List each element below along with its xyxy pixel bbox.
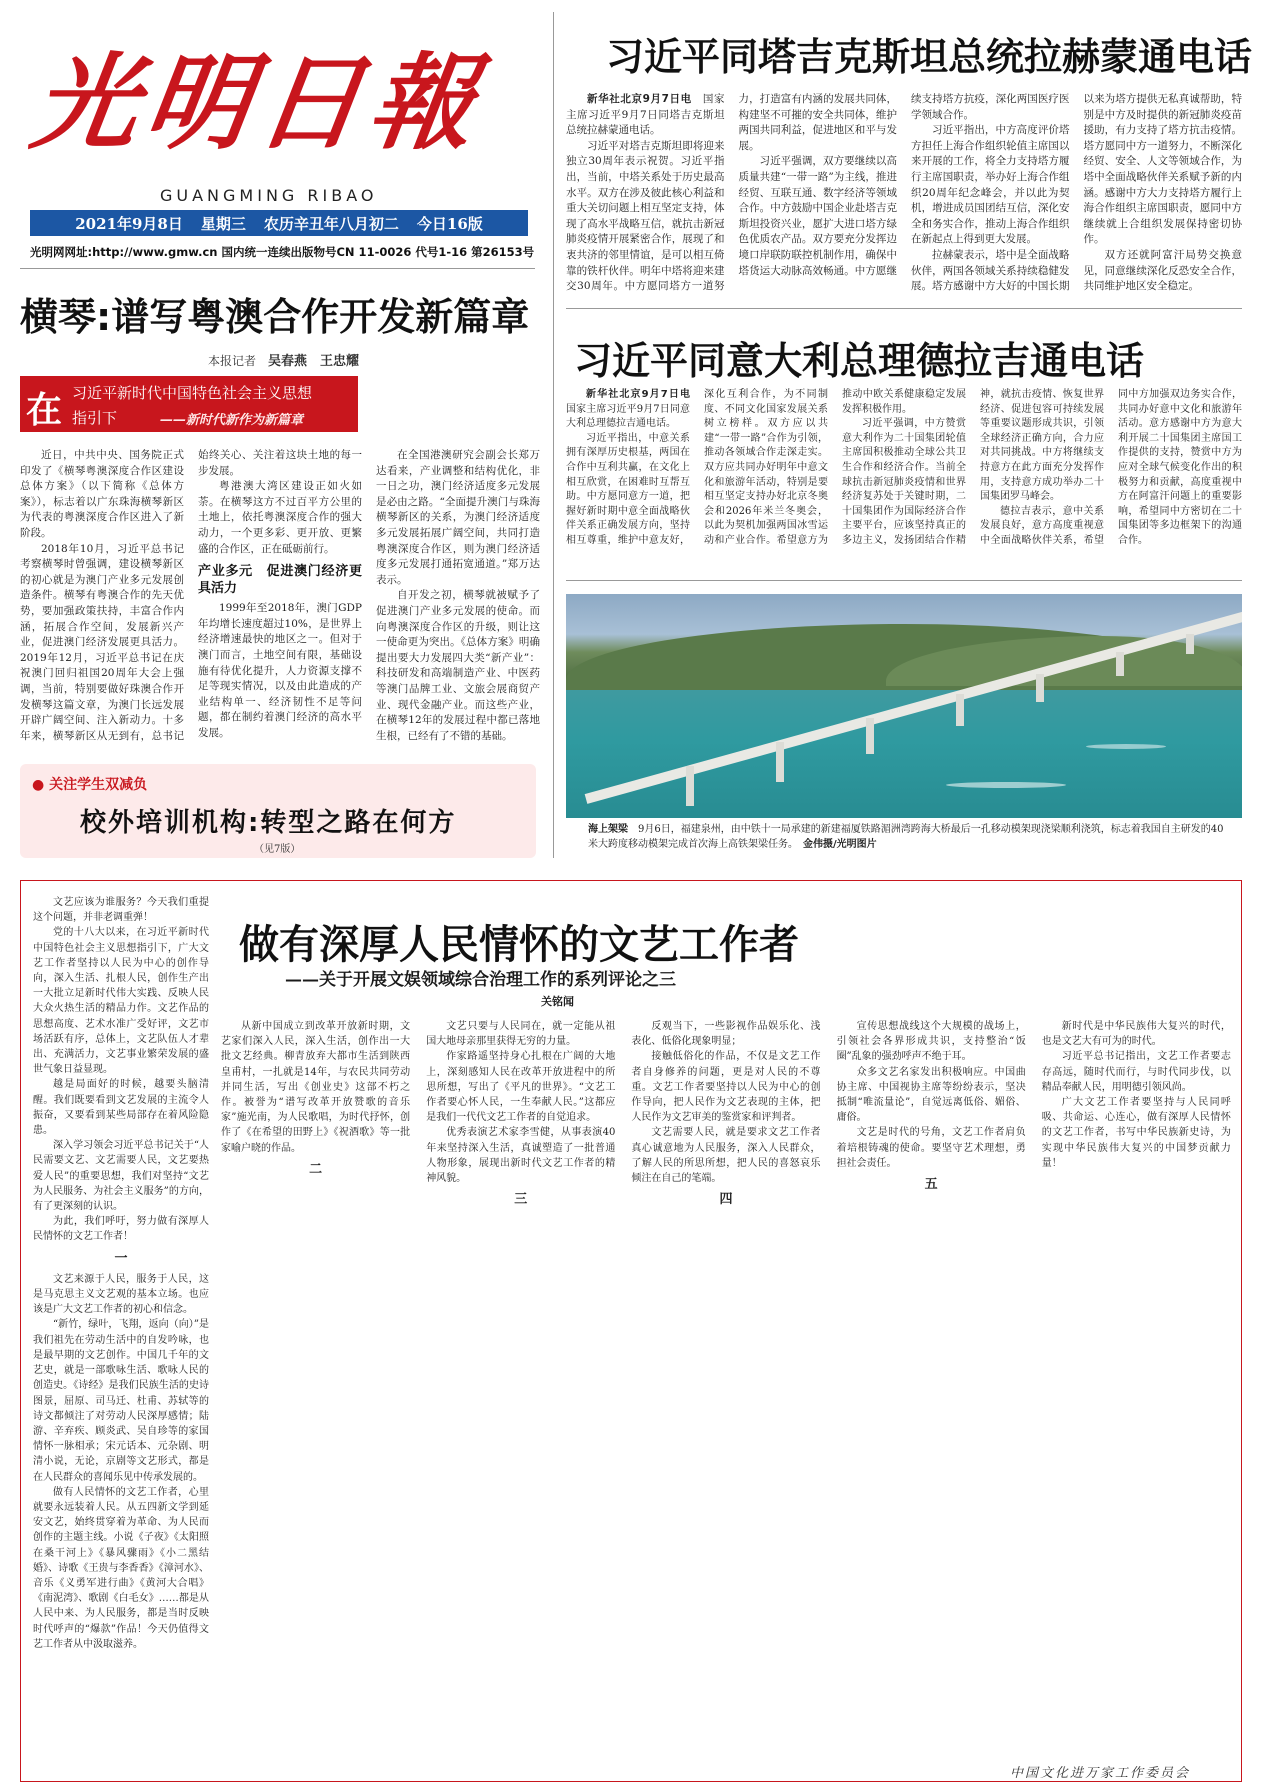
date-text: 2021年9月8日 [75, 214, 183, 233]
commentary-para: 习近平总书记指出，文艺工作者要志存高远，随时代而行，与时代同步伐，以精品奉献人民，用明德引领风尚。 [1041, 1051, 1231, 1093]
water-wake [1086, 744, 1166, 749]
masthead-pinyin: GUANGMING RIBAO [160, 186, 378, 205]
story-tajik-body [566, 92, 1242, 302]
commentary-para: 宣传思想战线这个大规模的战场上，引领社会各界形成共识，支持整治“饭圈”乱象的强劲呼声不绝于耳。 [836, 1021, 1026, 1063]
education-box-kicker [32, 774, 147, 794]
series-banner-char: 在 [26, 390, 63, 431]
commentary-para: 作家路遥坚持身心扎根在广阔的大地上，深刻感知人民在改革开放进程中的所思所想，写出了《平凡的世界》。“文艺工作者要心怀人民，一生奉献人民。”这都应是我们一代代文艺工作者的自觉追求。 [426, 1051, 616, 1124]
education-box-kicker-text: 关注学生双减负 [49, 777, 148, 793]
series-banner [20, 376, 358, 432]
story-italy-para: 习近平指出，中意关系拥有深厚历史根基，两国在合作中互利共赢，在文化上相互欣赏，在困难时互帮互助。中方愿同意方一道，把握好新时期中意全面战略伙伴关系正确发展方向，坚持相互尊重，维护中意友好，深化互利合作，为不同制度、不同文化国家发展关系树立榜样。双方应以共建“一带一路”合作为引领，推动各领域合作走深走实。双方应共同办好明年中意文化和旅游年活动，特别是要相互坚定支持办好北京冬奥会和2026年米兰冬奥会，以此为契机加强两国冰雪运动和产业合作。希望意方为推动中欧关系健康稳定发展发挥积极作用。 [566, 389, 966, 546]
story-italy-para: 国家主席习近平9月7日同意大利总理德拉吉通电话。 [566, 403, 690, 430]
story-tajik-para: 国家主席习近平9月7日同塔吉克斯坦总统拉赫蒙通电话。 [566, 93, 725, 137]
commentary-para: 从新中国成立到改革开放新时期，文艺家们深入人民，深入生活，创作出一大批文艺经典。柳青放弃大都市生活到陕西皇甫村，一扎就是14年，与农民共同劳动并同生活，写出《创业史》这部不朽之作。被誉为“谱写改革开放赞歌的音乐家”施光南，为人民歌唱，为时代抒怀，创作了《在希望的田野上》《祝酒歌》等一批家喻户晓的作品。 [221, 1021, 411, 1154]
series-banner-slogan: ——新时代新作为新篇章 [160, 413, 304, 428]
series-banner-line2: 指引下 [72, 409, 118, 427]
story-hengqin-byline [208, 350, 359, 369]
story-italy-para: 习近平强调，中方赞赏意大利作为二十国集团轮值主席国积极推动全球公共卫生合作和经济合作。当前全球抗击新冠肺炎疫情和世界经济复苏处于关键时期，二十国集团作为国际经济合作主要平台，应该坚持真正的多边主义，发扬团结合作精神，就抗击疫情、恢复世界经济、促进包容可持续发展等重要议题形成共识，引领全球经济正确方向，合力应对共同挑战。中方将继续支持意方在此方面充分发挥作用，支持意方成功举办二十国集团罗马峰会。 [842, 389, 1104, 546]
story-italy-para: 德拉吉表示，意中关系发展良好，意方高度重视意中全面战略伙伴关系，希望同中方加强双边务实合作，共同办好意中文化和旅游年活动。意方感谢中方为意大利开展二十国集团主席国工作提供的支持，赞赏中方为应对全球气候变化作出的积极努力和贡献，高度重视中方在阿富汗问题上的重要影响，希望同中方密切在二十国集团等多边框架下的沟通合作。 [980, 389, 1242, 546]
byline-names: 吴春燕 王忠耀 [268, 354, 360, 369]
story-hengqin-para: 粤港澳大湾区建设正如火如荼。在横琴这方不过百平方公里的土地上，依托粤澳深度合作的强大动力，一个更多彩、更开放、更繁盛的合作区，正在砥砺前行。 [198, 480, 362, 555]
commentary-author: 关铭闻 [541, 995, 574, 1008]
rule-italy-bottom [566, 580, 1242, 581]
commentary-para: 文艺是时代的号角，文艺工作者肩负着培根铸魂的使命。要坚守艺术理想，勇担社会责任。 [836, 1127, 1026, 1169]
commentary-para: “新竹，绿叶，飞翔，返向（向）”是我们祖先在劳动生活中的自发吟咏，也是最早期的文艺创作。中国几千年的文艺史，就是一部歌咏生活、歌咏人民的创造史。《诗经》是我们民族生活的史诗图景，屈原、司马迁、杜甫、苏轼等的诗文都倾注了对劳动人民深厚感情；陆游、辛弃疾、顾炎武、吴自珍等的家国情怀一脉相承；宋元话本、元杂剧、明清小说，无论，京剧等文艺形式，都是在人民群众的喜闻乐见中传承发展的。 [33, 1319, 209, 1483]
story-hengqin-headline: 横琴:谱写粤澳合作开发新篇章 [20, 295, 530, 339]
story-tajik-para: 习近平对塔吉克斯坦即将迎来独立30周年表示祝贺。习近平指出，当前，中塔关系处于历史最高水平。双方在涉及彼此核心利益和重大关切问题上相互坚定支持，体现了高水平战略互信，就抗击新冠肺炎疫情开展紧密合作，展现了和衷共济的邻里情谊，是可以相互倚靠的铁杆伙伴。明年中塔将迎来建交30周年。中方愿同塔方一道努力，打造富有内涵的发展共同体，构建坚不可摧的安全共同体，维护两国共同利益，促进地区和平与发展。 [566, 93, 897, 293]
commentary-section-number: 一 [114, 1250, 128, 1266]
story-hengqin-para: 近日，中共中央、国务院正式印发了《横琴粤澳深度合作区建设总体方案》（以下简称《总体方案》），标志着以广东珠海横琴新区为代表的粤澳深度合作区进入了新阶段。 [20, 449, 184, 539]
commentary-para: 广大文艺工作者要坚持与人民同呼吸、共命运、心连心，做有深厚人民情怀的文艺工作者，书写中华民族新史诗，为实现中华民族伟大复兴的中国梦贡献力量！ [1041, 1097, 1231, 1169]
story-italy-dateline: 新华社北京9月7日电 [586, 389, 690, 400]
bridge-pier [686, 766, 694, 806]
commentary-para: 文艺来源于人民，服务于人民，这是马克思主义文艺观的基本立场。也应该是广大文艺工作者的初心和信念。 [33, 1273, 209, 1316]
masthead [20, 10, 535, 260]
bullet-dot-icon: ● [32, 777, 45, 793]
commentary-section-number: 五 [924, 1177, 938, 1193]
photo-caption [588, 822, 1228, 858]
commentary-para: 反观当下，一些影视作品娱乐化、浅表化、低俗化现象明显； [631, 1021, 821, 1048]
education-box-ref: （见7版） [254, 844, 301, 855]
story-hengqin-subhead: 产业多元 促进澳门经济更具活力 [198, 564, 362, 597]
commentary-headline: 做有深厚人民情怀的文艺工作者 [239, 922, 799, 968]
footer-watermark: 中国文化进万家工作委员会 [1010, 1766, 1191, 1781]
commentary-para: 文艺需要人民，就是要求文艺工作者真心诚意地为人民服务，深入人民群众，了解人民的所思所想，把人民的喜怒哀乐倾注在自己的笔端。 [631, 1127, 821, 1185]
bridge-pier [1036, 674, 1044, 702]
commentary-para: 优秀表演艺术家李雪健，从事表演40年来坚持深入生活，真诚塑造了一批普通人物形象，展现出新时代文艺工作者的精神风貌。 [426, 1127, 616, 1185]
commentary-section-number: 四 [719, 1192, 733, 1208]
commentary-para: 文艺只要与人民同在，就一定能从祖国大地母亲那里获得无穷的力量。 [426, 1021, 616, 1048]
bridge-pier [1116, 652, 1124, 676]
series-banner-line1: 习近平新时代中国特色社会主义思想 [72, 384, 313, 402]
rule-tajik-bottom [566, 308, 1242, 309]
commentary-para: 文艺应该为谁服务？今天我们重提这个问题，并非老调重弹！ [33, 897, 209, 924]
weekday-text: 星期三 [200, 214, 246, 233]
page-count-text: 今日16版 [416, 214, 483, 233]
commentary-para: 越是局面好的时候，越要头脑清醒。我们既要看到文艺发展的主流令人振奋，又要看到某些局部存在着风险隐患。 [33, 1079, 209, 1137]
commentary-para: 为此，我们呼吁，努力做有深厚人民情怀的文艺工作者！ [33, 1216, 209, 1243]
commentary-section-number: 二 [309, 1161, 323, 1177]
masthead-info: 光明网网址:http://www.gmw.cn 国内统一连续出版物号CN 11-0026 代号1-16 第26153号 [30, 245, 535, 259]
commentary-para: 众多文艺名家发出积极响应。中国曲协主席、中国视协主席等纷纷表示，坚决抵制“唯流量论”，自觉远离低俗、媚俗、庸俗。 [836, 1066, 1026, 1124]
commentary-box [20, 880, 1242, 1782]
commentary-para: 新时代是中华民族伟大复兴的时代，也是文艺大有可为的时代。 [1041, 1021, 1231, 1048]
story-italy-body [566, 388, 1242, 574]
photo-caption-text: 9月6日，福建泉州，由中铁十一局承建的新建福厦铁路湄洲湾跨海大桥最后一孔移动模架现浇梁顺利浇筑，标志着我国自主研发的40米大跨度移动模架完成首次海上高铁架梁任务。 [588, 824, 1224, 850]
water-wake [946, 782, 1066, 788]
story-tajik-para: 习近平强调，双方要继续以高质量共建“一带一路”为主线，推进经贸、互联互通、数字经济等领域合作。中方鼓励中国企业赴塔吉克斯坦投资兴业，愿扩大进口塔方绿色优质农产品。双方要充分发挥边境口岸联防联控机制作用，确保中塔货运大动脉高效畅通。中方愿继续支持塔方抗疫，深化两国医疗医学领域合作。 [738, 93, 1070, 277]
masthead-logo: 光明日報 [25, 41, 491, 164]
story-hengqin [20, 280, 540, 750]
story-tajik-para: 双方还就阿富汗局势交换意见，同意继续深化反恐安全合作，共同维护地区安全稳定。 [1083, 248, 1242, 293]
story-tajik [566, 14, 1253, 304]
story-tajik-para: 习近平指出，中方高度评价塔方担任上海合作组织轮值主席国以来开展的工作，将全力支持塔方履行主席国职责，举办好上海合作组织20周年纪念峰会，并以此为契机，增进成员国团结互信，深化安全和务实合作，推动上海合作组织在新起点上得到更大发展。 [911, 124, 1070, 246]
education-box[interactable] [20, 764, 536, 858]
photo-credit: 金伟摄/光明图片 [803, 839, 877, 850]
education-box-headline: 校外培训机构:转型之路在何方 [80, 808, 457, 838]
story-hengqin-para: 自开发之初，横琴就被赋予了促进澳门产业多元发展的使命。而向粤澳深度合作区的升级，则让这一使命更为突出。《总体方案》明确提出要大力发展四大类“新产业”：科技研发和高端制造产业、中医药等澳门品牌工业、文旅会展商贸产业、现代金融产业。而这些产业，在横琴12年的发展过程中都已落地生根，已经有了不错的基础。 [376, 589, 540, 742]
bridge-pier [1186, 634, 1194, 654]
byline-label: 本报记者 [208, 354, 257, 368]
story-hengqin-para: 在全国港澳研究会副会长郑万达看来，产业调整和结构优化，非一日之功，澳门经济适度多元发展是必由之路。“全面提升澳门与珠海横琴新区的关系，为澳门经济适度多元发展拓展广阔空间，共同打造粤澳深度合作区，则为澳门经济适度多元发展打通拓宽通道。”郑万达表示。 [376, 449, 540, 586]
commentary-para: 党的十八大以来，在习近平新时代中国特色社会主义思想指引下，广大文艺工作者坚持以人民为中心的创作导向，深入生活、扎根人民，创作生产出一大批立足新时代伟大实践、反映人民大众火热生活的精品力作。文艺作品的思想高度、艺术水准广受好评，文艺市场活跃有序，总体上，文艺队伍人才辈出、充满活力，文艺事业繁荣发展的盛世气象日益显现。 [33, 927, 209, 1076]
rule-masthead-bottom [20, 268, 535, 269]
story-italy-headline: 习近平同意大利总理德拉吉通电话 [574, 339, 1145, 383]
bridge-pier [866, 718, 874, 754]
story-hengqin-body [20, 448, 540, 750]
rule-vertical-top [553, 12, 554, 858]
commentary-para: 接触低俗化的作品，不仅是文艺工作者自身修养的问题，更是对人民的不尊重。文艺工作者要坚持以人民为中心的创作导向，把人民作为文艺表现的主体，把人民作为文艺审美的鉴赏家和评判者。 [631, 1051, 821, 1124]
commentary-intro [33, 895, 209, 1775]
bridge-pier [776, 742, 784, 782]
photo-caption-label: 海上架梁 [588, 824, 628, 835]
bridge-pier [956, 694, 964, 726]
story-hengqin-para: 1999年至2018年，澳门GDP年均增长速度超过10%，是世界上经济增速最快的地区之一。但对于澳门而言，土地空间有限，基础设施有待优化提升，人力资源支撑不足等现实情况，以及由此造成的产业结构单一、经济韧性不足等问题，都在制约着澳门经济的高水平发展。 [198, 602, 362, 739]
commentary-subtitle: ——关于开展文娱领域综合治理工作的系列评论之三 [285, 970, 676, 990]
story-tajik-headline: 习近平同塔吉克斯坦总统拉赫蒙通电话 [606, 35, 1253, 79]
bridge-photo [566, 594, 1242, 818]
lunar-date-text: 农历辛丑年八月初二 [263, 214, 399, 233]
commentary-body [221, 1019, 1231, 1775]
story-italy [566, 316, 1242, 576]
commentary-section-number: 三 [514, 1192, 528, 1208]
commentary-para: 深入学习领会习近平总书记关于“人民需要文艺、文艺需要人民，文艺要热爱人民”的重要思想，我们对坚持“文艺为人民服务、为社会主义服务”的方向，有了更深刻的认识。 [33, 1140, 209, 1213]
story-hengqin-para: 2018年10月，习近平总书记考察横琴时曾强调，建设横琴新区的初心就是为澳门产业多元发展创造条件。横琴有粤澳合作的先天优势，要加强政策扶持，丰富合作内涵，拓展合作空间，发展新兴产业，促进澳门经济发展更具活力。2019年12月，习近平总书记在庆祝澳门回归祖国20周年大会上强调，当前，特别要做好珠澳合作开发横琴这篇文章，为澳门长远发展开辟广阔空间、注入新动力。十多年来，横琴新区从无到有，总书记始终关心、关注着这块土地的每一步发展。 [20, 449, 362, 742]
commentary-para: 做有人民情怀的文艺工作者，心里就要永远装着人民。从五四新文学到延安文艺，始终贯穿着为革命、为人民而创作的主题主线。小说《子夜》《太阳照在桑干河上》《暴风骤雨》《小二黑结婚》、诗歌《王贵与李香香》《漳河水》、音乐《义勇军进行曲》《黄河大合唱》《南泥湾》、歌剧《白毛女》……都是从人民中来、为人民服务，都是当时反映时代呼声的“爆款”作品！今天仍值得文艺工作者从中汲取滋养。 [33, 1486, 209, 1650]
date-bar [30, 210, 528, 236]
story-tajik-para: 拉赫蒙表示，塔中是全面战略伙伴，两国各领域关系持续稳健发展。塔方感谢中方大好的中国长期以来为塔方提供无私真诚帮助，特别是中方及时提供的新冠肺炎疫苗援助，有力支持了塔方抗击疫情。塔方愿同中方一道努力，不断深化经贸、安全、人文等领域合作，为塔中全面战略伙伴关系赋予新的内涵。感谢中方大力支持塔方履行上海合作组织主席国职责，愿同中方继续就上合组织发展保持密切协作。 [911, 93, 1242, 293]
story-tajik-dateline: 新华社北京9月7日电 [587, 93, 692, 105]
